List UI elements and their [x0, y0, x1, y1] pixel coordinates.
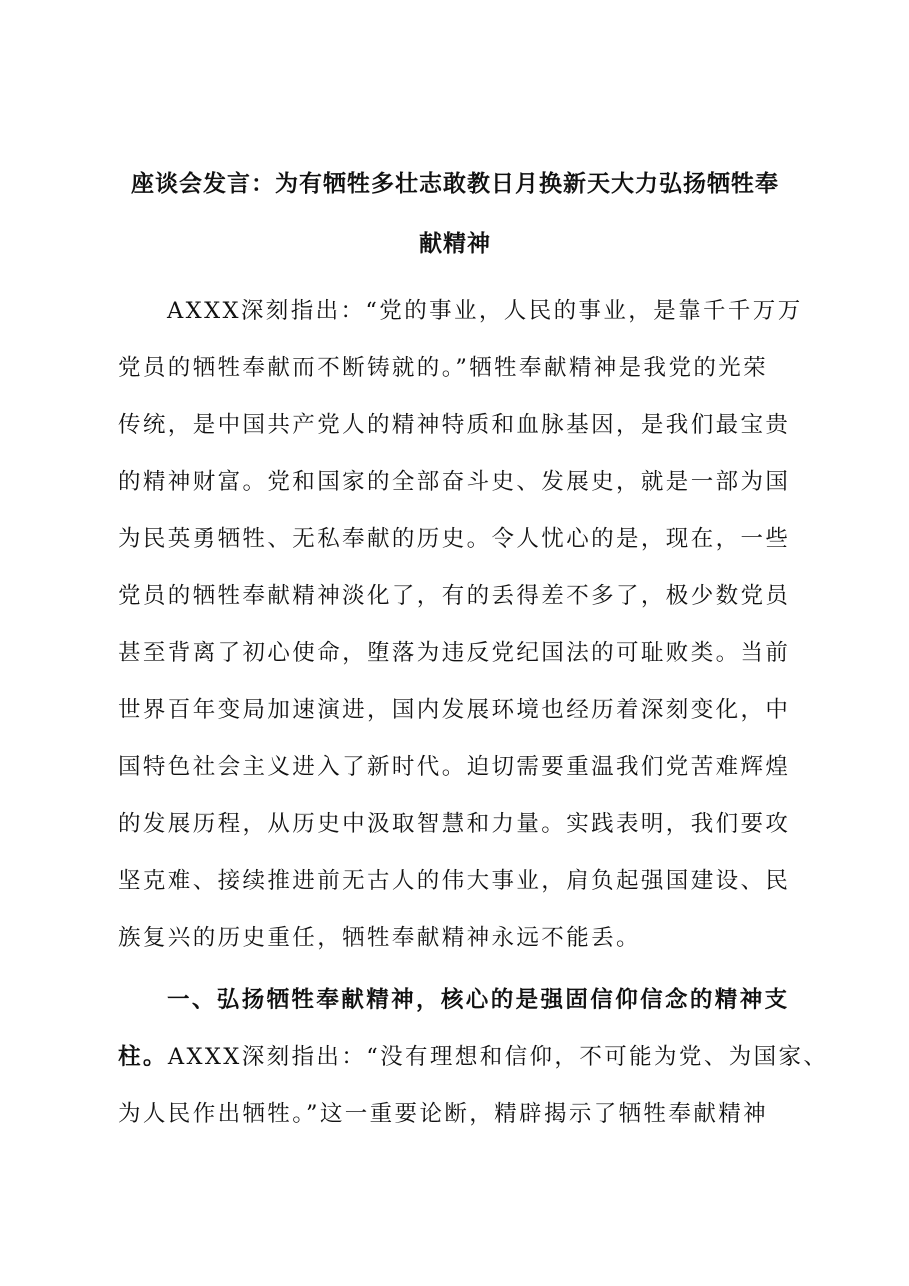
- section-1-line-2: [118, 1042, 828, 1073]
- paragraph-1-line-6: 党员的牺牲奉献精神淡化了，有的丢得差不多了，极少数党员: [118, 583, 791, 609]
- paragraph-1-line-4: 的精神财富。党和国家的全部奋斗史、发展史，就是一部为国: [118, 469, 791, 495]
- section-1-line-2-text: AXXX深刻指出：“没有理想和信仰，不可能为党、为国家、: [167, 1044, 829, 1070]
- paragraph-1-line-9: 国特色社会主义进入了新时代。迫切需要重温我们党苦难辉煌: [118, 754, 791, 780]
- section-1-heading-end: 柱。: [118, 1044, 168, 1070]
- section-1-line-3: 为人民作出牺牲。”这一重要论断，精辟揭示了牺牲奉献精神: [118, 1101, 769, 1127]
- paragraph-1-line-7: 甚至背离了初心使命，堕落为违反党纪国法的可耻败类。当前: [118, 640, 791, 666]
- paragraph-1-line-12: 族复兴的历史重任，牺牲奉献精神永远不能丢。: [118, 925, 641, 951]
- document-title-line-2: 献精神: [419, 230, 491, 257]
- paragraph-1-line-10: 的发展历程，从历史中汲取智慧和力量。实践表明，我们要攻: [118, 811, 791, 837]
- paragraph-1-line-3: 传统，是中国共产党人的精神特质和血脉基因，是我们最宝贵: [118, 412, 791, 438]
- paragraph-1-line-11: 坚克难、接续推进前无古人的伟大事业，肩负起强国建设、民: [118, 868, 791, 894]
- paragraph-1-line-8: 世界百年变局加速演进，国内发展环境也经历着深刻变化，中: [118, 697, 791, 723]
- section-1-heading: 一、弘扬牺牲奉献精神，核心的是强固信仰信念的精神支: [167, 987, 790, 1013]
- document-title-line-1: 座谈会发言：为有牺牲多壮志敢教日月换新天大力弘扬牺牲奉: [131, 170, 779, 197]
- paragraph-1-line-5: 为民英勇牺牲、无私奉献的历史。令人忧心的是，现在，一些: [118, 526, 791, 552]
- paragraph-1-line-1: AXXX深刻指出：“党的事业，人民的事业，是靠千千万万: [167, 298, 803, 324]
- paragraph-1-line-2: 党员的牺牲奉献而不断铸就的。”牺牲奉献精神是我党的光荣: [118, 355, 769, 381]
